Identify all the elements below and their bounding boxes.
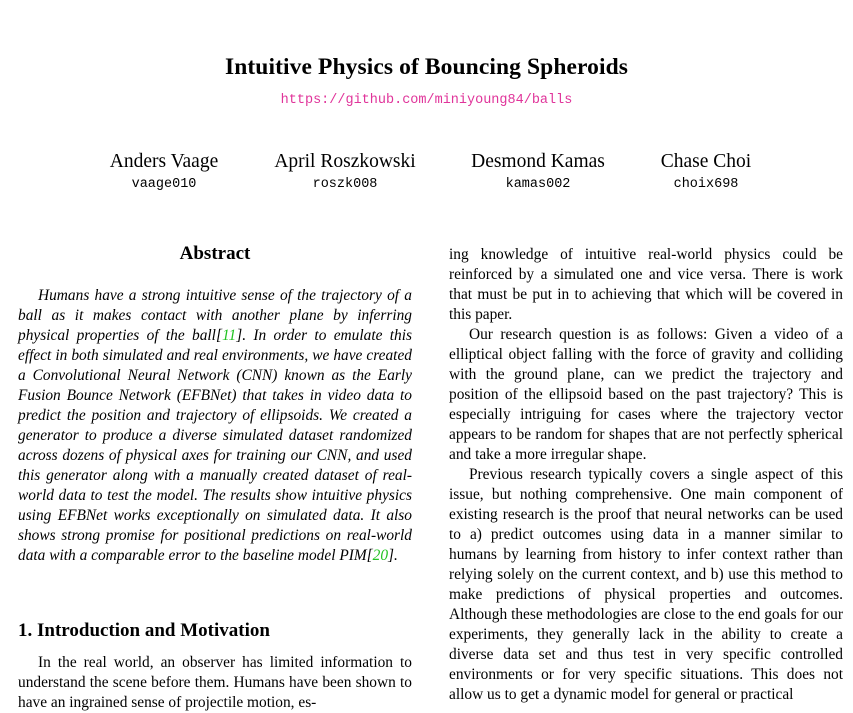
author-id: vaage010 xyxy=(131,177,197,192)
author-block xyxy=(654,151,758,192)
author-id: choix698 xyxy=(673,177,739,192)
paper-title: Intuitive Physics of Bouncing Spheroids xyxy=(224,54,629,80)
author-block xyxy=(103,151,225,192)
right-column xyxy=(449,245,843,705)
abstract-heading: Abstract xyxy=(179,243,251,264)
research-question-paragraph: Our research question is as follows: Given a video of a elliptical object falling with the force of gravity and colliding with the ground plane, can we predict the trajectory and position of the ellipsoid based on the past trajectory? This is especially intriguing for cases where the trajectory vector appears to be random for shapes that are not perfectly spherical and take a more irregular shape. xyxy=(449,326,843,463)
author-name: Chase Choi xyxy=(660,151,752,172)
previous-research-paragraph: Previous research typically covers a single aspect of this issue, but nothing comprehensive. One main component of existing research is the proof that neural networks can be used to a) predict outcomes using data in a manner similar to humans by learning from history to infer context rather than relying solely on the current context, and b) use this method to make predictions of physical properties and outcomes. Although these methodologies are close to the end goals for our experiments, they generally lack in the ability to create a diverse data set and thus test in very specific controlled environments or for very specific situations. This does not allow us to get a dynamic model for general or practical xyxy=(449,466,843,703)
author-block xyxy=(268,151,422,192)
intro-paragraph: In the real world, an observer has limited information to understand the scene before them. Humans have been shown to have an ingrained sense of projectile motion, es- xyxy=(18,654,412,711)
abstract-paragraph xyxy=(18,286,412,566)
section-heading: 1. Introduction and Motivation xyxy=(18,620,270,641)
citation-link[interactable]: 20 xyxy=(372,547,389,564)
author-id: kamas002 xyxy=(505,177,571,192)
abstract-text: ]. xyxy=(388,547,398,564)
github-link[interactable]: https://github.com/miniyoung84/balls xyxy=(280,93,573,108)
author-name: April Roszkowski xyxy=(274,151,416,172)
author-name: Desmond Kamas xyxy=(471,151,605,172)
abstract-body xyxy=(18,286,412,566)
author-block xyxy=(466,151,610,192)
abstract-text: Humans have a strong intuitive sense of the trajectory of a ball as it makes contact with another plane by inferring physical properties of the ball[ xyxy=(18,287,412,344)
author-id: roszk008 xyxy=(312,177,378,192)
citation-link[interactable]: 11 xyxy=(221,327,237,344)
author-name: Anders Vaage xyxy=(109,151,219,172)
intro-paragraph-continued: ing knowledge of intuitive real-world physics could be reinforced by a simulated one and vice versa. There is work that must be put in to achieving that which will be covered in this paper. xyxy=(449,246,843,323)
intro-body xyxy=(18,653,412,713)
abstract-text: ]. In order to emulate this effect in both simulated and real environments, we have created a Convolutional Neural Network (CNN) known as the Early Fusion Bounce Network (EFBNet) that takes in video data to predict the position and trajectory of ellipsoids. We created a generator to produce a diverse simulated dataset randomized across dozens of physical axes for training our CNN, and used this generator along with a manually created dataset of real-world data to test the model. The results show intuitive physics using EFBNet works exceptionally on simulated data. It also shows strong promise for positional predictions on real-world data with a comparable error to the baseline model PIM[ xyxy=(18,327,412,564)
